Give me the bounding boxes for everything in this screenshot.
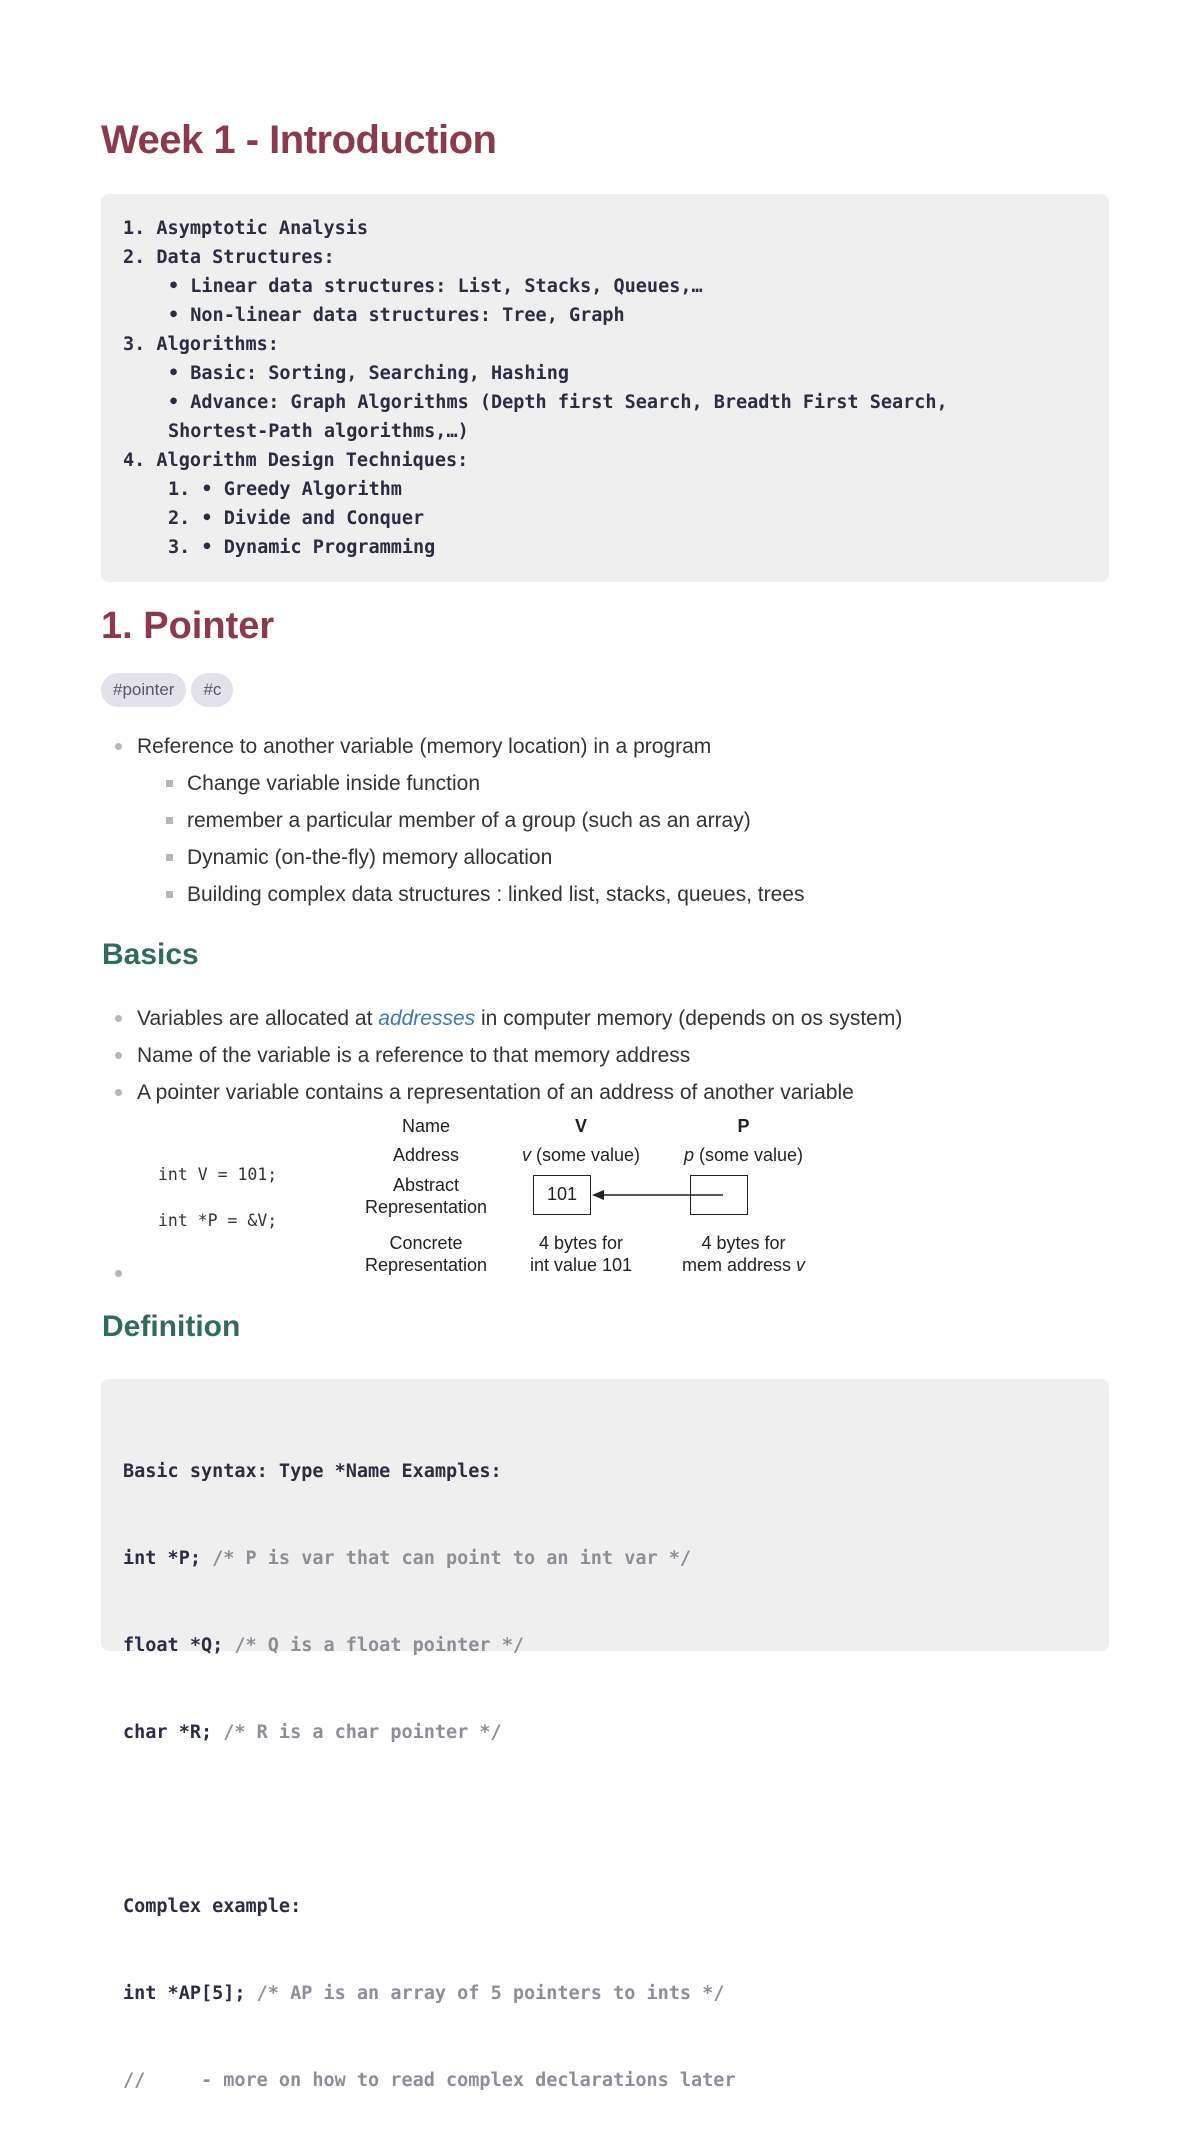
row-label-name: Name [401, 1116, 450, 1136]
pointer-heading: 1. Pointer [101, 605, 275, 647]
row-label-abstract: Abstract Representation [364, 1175, 488, 1217]
bullet-icon [115, 743, 122, 750]
list-item: remember a particular member of a group (such as an array) [101, 802, 804, 839]
basics-heading: Basics [102, 938, 199, 971]
v-box-value: 101 [546, 1184, 578, 1204]
bullet-icon [115, 1015, 122, 1022]
outline-line: 4. Algorithm Design Techniques: [123, 450, 469, 471]
code-line: int *P; /* P is var that can point to an int var */ [123, 1548, 692, 1569]
definition-heading: Definition [102, 1310, 241, 1343]
list-item: Dynamic (on-the-fly) memory allocation [101, 839, 804, 876]
list-item: Reference to another variable (memory location) in a program [101, 728, 804, 765]
code-line: char *R; /* R is a char pointer */ [123, 1722, 502, 1743]
bullet-icon [166, 854, 173, 861]
code-line: int *AP[5]; /* AP is an array of 5 pointers to ints */ [123, 1983, 725, 2004]
code-line: Complex example: [123, 1896, 302, 1917]
list-item: Variables are allocated at addresses in computer memory (depends on os system) [101, 1000, 902, 1037]
code-line: // - more on how to read complex declarations later [123, 2070, 736, 2091]
outline-line: • Advance: Graph Algorithms (Depth first Search, Breadth First Search, [168, 392, 948, 413]
bullet-icon [115, 1052, 122, 1059]
tag-list [101, 673, 233, 707]
code-line: Basic syntax: Type *Name Examples: [123, 1461, 502, 1482]
outline-line: 1. • Greedy Algorithm [168, 479, 402, 500]
pointer-bullet-list [101, 728, 804, 913]
v-address: v (some value) [521, 1145, 641, 1165]
list-item: Building complex data structures : linked list, stacks, queues, trees [101, 876, 804, 913]
bullet-icon [166, 780, 173, 787]
list-item: Name of the variable is a reference to that memory address [101, 1037, 902, 1074]
code-line-blank [123, 1805, 1087, 1834]
code-int-v: int V = 101; [158, 1165, 278, 1184]
addresses-link[interactable]: addresses [378, 1007, 476, 1030]
list-item: A pointer variable contains a representation of an address of another variable [101, 1074, 902, 1111]
bullet-icon [166, 891, 173, 898]
code-line: float *Q; /* Q is a float pointer */ [123, 1635, 524, 1656]
p-concrete: 4 bytes for mem address v [681, 1233, 806, 1275]
outline-line: 3. • Dynamic Programming [168, 537, 436, 558]
outline-line: Shortest-Path algorithms,…) [168, 421, 469, 442]
outline-line: 3. Algorithms: [123, 334, 279, 355]
list-item: Change variable inside function [101, 765, 804, 802]
outline-code-block [101, 194, 1109, 582]
v-concrete: 4 bytes for int value 101 [529, 1233, 633, 1275]
outline-line: 2. • Divide and Conquer [168, 508, 425, 529]
row-label-concrete: Concrete Representation [364, 1233, 488, 1275]
outline-line: 1. Asymptotic Analysis [123, 218, 369, 239]
tag-c[interactable]: #c [191, 673, 233, 707]
outline-line: • Non-linear data structures: Tree, Graph [168, 305, 625, 326]
basics-bullet-list [101, 1000, 902, 1111]
column-v-label: V [574, 1116, 587, 1136]
page-title: Week 1 - Introduction [101, 118, 497, 162]
row-label-address: Address [392, 1145, 460, 1165]
code-int-p: int *P = &V; [158, 1211, 278, 1230]
definition-code-block [101, 1379, 1109, 2091]
outline-line: • Linear data structures: List, Stacks, Queues,… [168, 276, 703, 297]
column-p-label: P [737, 1116, 750, 1136]
tag-pointer[interactable]: #pointer [101, 673, 186, 707]
outline-line: • Basic: Sorting, Searching, Hashing [168, 363, 569, 384]
bullet-icon [166, 817, 173, 824]
bullet-icon [115, 1089, 122, 1096]
outline-line: 2. Data Structures: [123, 247, 335, 268]
p-address: p (some value) [683, 1145, 804, 1165]
pointer-diagram [101, 1105, 861, 1285]
